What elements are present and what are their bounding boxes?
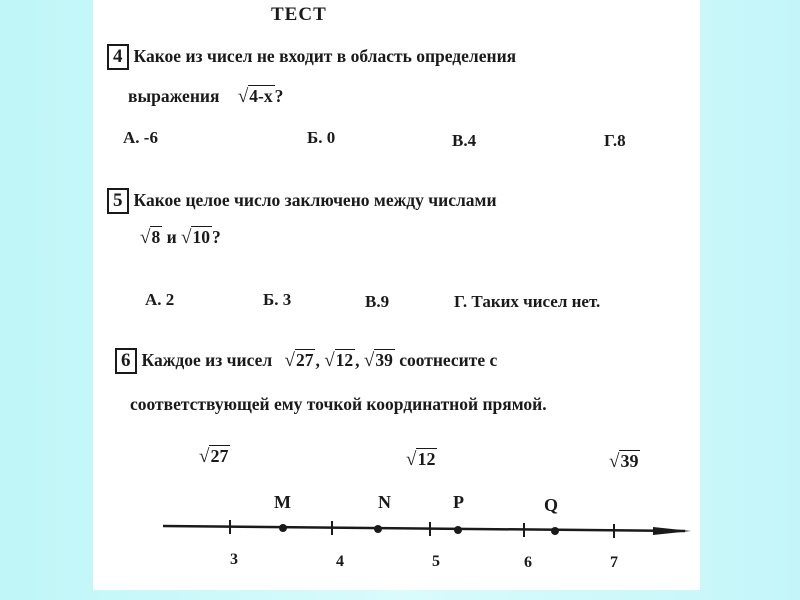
- question-6-line-1: 6 Каждое из чисел √27 , √12 , √39 соотнесите с: [115, 348, 497, 374]
- numberline-radical-12: √12: [406, 449, 436, 470]
- question-5-option-d[interactable]: Г. Таких чисел нет.: [454, 292, 601, 311]
- tick-label-7: 7: [610, 554, 618, 571]
- point-label-n: N: [378, 492, 391, 512]
- point-q: [551, 527, 559, 535]
- tick-label-5: 5: [432, 553, 440, 570]
- question-5-radical-2: √10: [181, 227, 210, 248]
- question-5-option-c[interactable]: В.9: [365, 292, 390, 311]
- question-6-radical-2: √12: [324, 350, 354, 371]
- question-4-qmark: ?: [274, 86, 284, 106]
- question-4-option-a[interactable]: А. -6: [123, 128, 158, 147]
- question-5-radical-1: √8: [140, 227, 161, 248]
- question-4-radical: √4-x: [237, 86, 273, 107]
- question-4-expression-label: выражения: [128, 86, 220, 106]
- numberline-radical-39: √39: [609, 451, 639, 472]
- numberline-radical-27: √27: [199, 446, 229, 467]
- question-4-option-b[interactable]: Б. 0: [307, 128, 336, 147]
- question-4-number: 4: [107, 44, 129, 70]
- question-5-conjunction: и: [166, 227, 177, 247]
- point-n: [374, 525, 382, 533]
- question-5-option-a[interactable]: А. 2: [145, 290, 175, 309]
- tick-label-6: 6: [524, 554, 532, 571]
- point-label-m: M: [274, 492, 291, 512]
- test-sheet: [93, 0, 700, 590]
- question-5-number: 5: [107, 188, 129, 214]
- tick-label-4: 4: [336, 553, 344, 570]
- question-4-option-d[interactable]: Г.8: [604, 131, 626, 150]
- axis-line: [163, 526, 685, 531]
- question-5-qmark: ?: [211, 227, 221, 247]
- question-4-text: Какое из чисел не входит в область определения: [133, 46, 517, 66]
- question-6-number: 6: [115, 348, 137, 374]
- point-m: [279, 524, 287, 532]
- point-label-q: Q: [544, 495, 559, 515]
- question-6-text-prefix: Каждое из чисел: [141, 350, 273, 370]
- point-label-p: P: [453, 492, 464, 512]
- axis-arrow-icon: [653, 527, 691, 535]
- question-6-radical-3: √39: [363, 350, 393, 371]
- question-5-option-b[interactable]: Б. 3: [263, 290, 292, 309]
- question-6-radical-1: √27: [284, 350, 314, 371]
- tick-label-3: 3: [230, 551, 238, 568]
- question-4-option-c[interactable]: В.4: [452, 131, 477, 150]
- question-6-text-suffix: соотнесите с: [399, 350, 498, 370]
- point-p: [454, 526, 462, 534]
- number-line: [93, 0, 700, 590]
- question-6-line-2: соответствующей ему точкой координатной прямой.: [130, 394, 547, 414]
- question-4-radicand: 4-x: [249, 86, 273, 106]
- question-5-text: Какое целое число заключено между числами: [133, 190, 497, 210]
- page-title: ТЕСТ: [271, 4, 327, 25]
